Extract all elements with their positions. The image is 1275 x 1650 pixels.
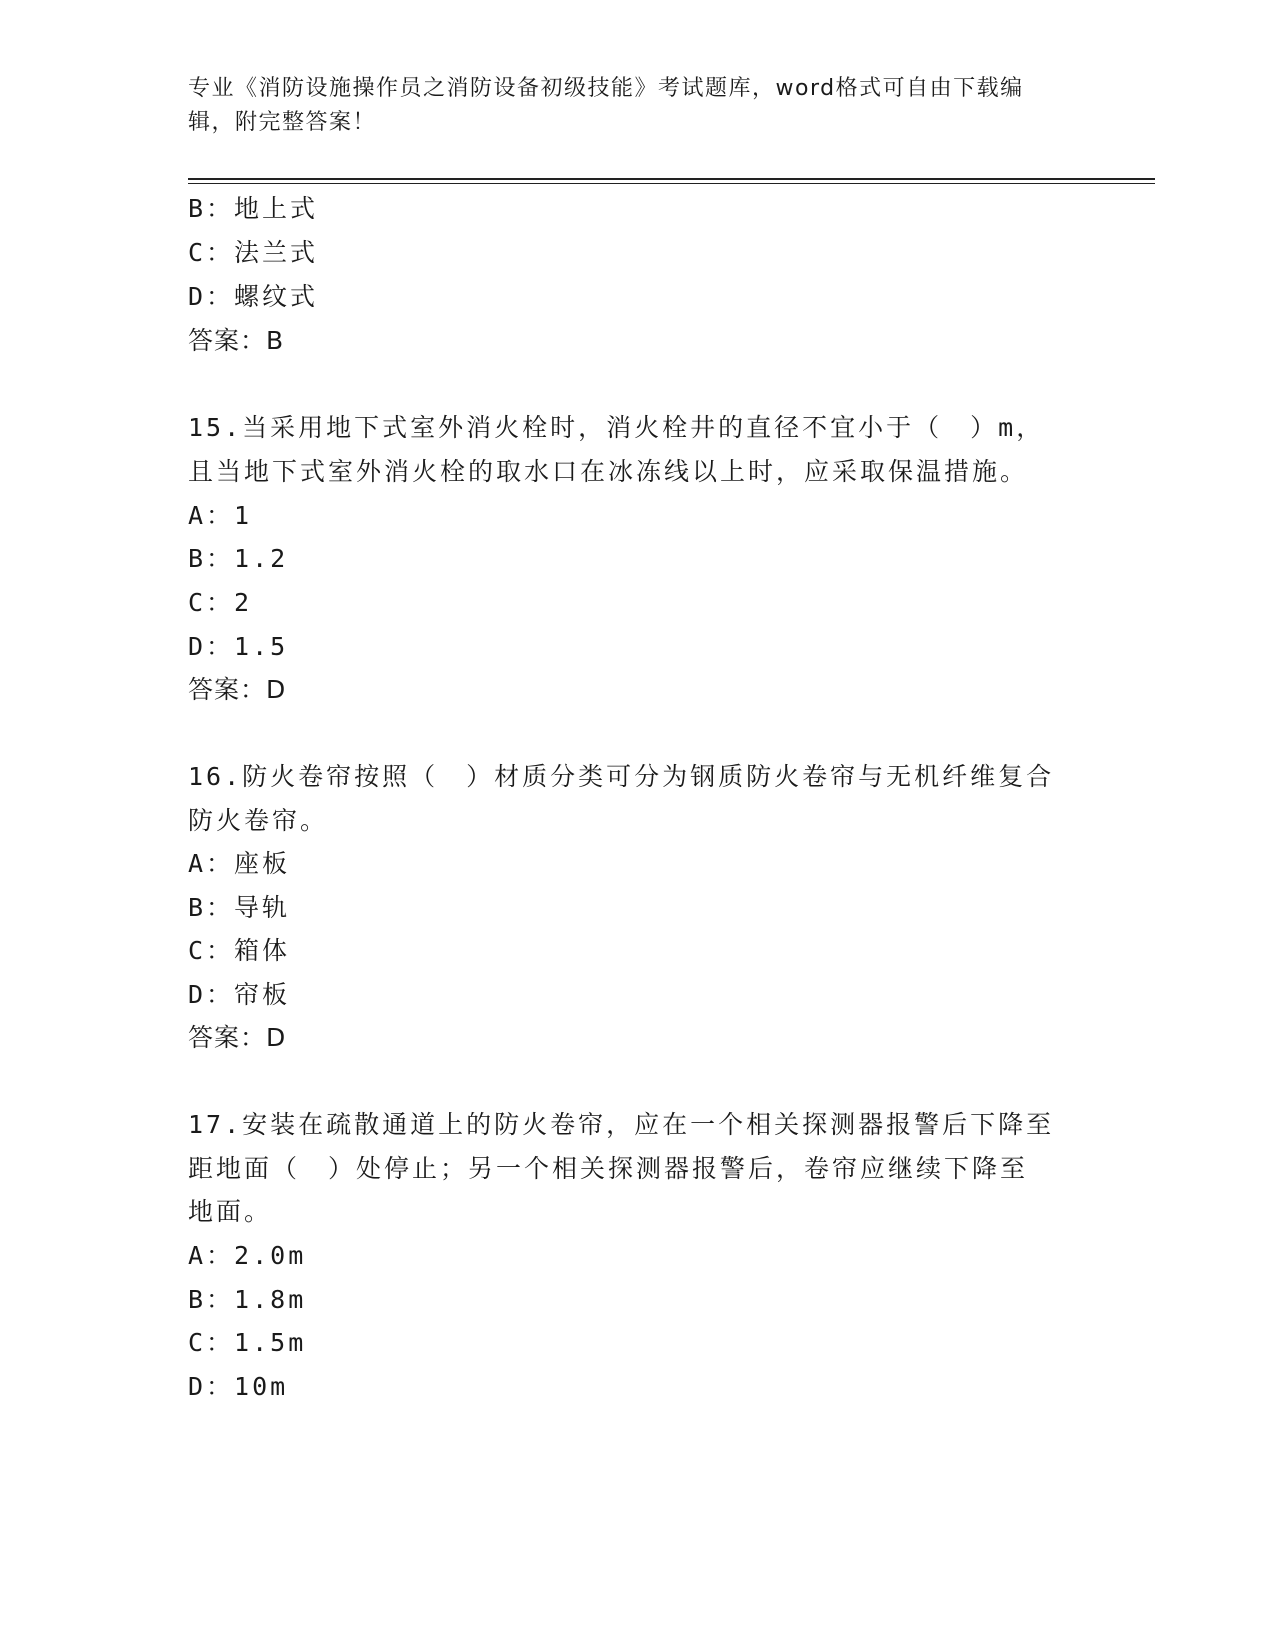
- question-stem: 且当地下式室外消火栓的取水口在冰冻线以上时，应采取保温措施。: [188, 457, 1029, 486]
- option-a: A：座板: [188, 849, 291, 878]
- header-divider: [188, 178, 1155, 180]
- header-line-1: 专业《消防设施操作员之消防设备初级技能》考试题库，word格式可自由下载编: [188, 76, 1024, 101]
- option-d: D：1.5: [188, 632, 289, 661]
- question-stem: 防火卷帘。: [188, 806, 329, 835]
- answer: 答案：B: [188, 326, 285, 355]
- question-stem: 15.当采用地下式室外消火栓时，消火栓井的直径不宜小于（ ）m，: [188, 413, 1045, 442]
- question-stem: 16.防火卷帘按照（ ）材质分类可分为钢质防火卷帘与无机纤维复合: [188, 762, 1055, 791]
- option-a: A：2.0m: [188, 1241, 307, 1270]
- option-b: B：1.8m: [188, 1285, 307, 1314]
- option-d: D：帘板: [188, 980, 291, 1009]
- header-divider-thin: [188, 183, 1155, 184]
- answer: 答案：D: [188, 675, 287, 704]
- option-c: C：1.5m: [188, 1328, 307, 1357]
- question-stem: 17.安装在疏散通道上的防火卷帘，应在一个相关探测器报警后下降至: [188, 1110, 1055, 1139]
- question-stem: 距地面（ ）处停止；另一个相关探测器报警后，卷帘应继续下降至: [188, 1154, 1029, 1183]
- header-line-2: 辑，附完整答案！: [188, 110, 377, 135]
- option-a: A：1: [188, 501, 253, 530]
- option-d: D：10m: [188, 1372, 289, 1401]
- option-c: C：2: [188, 588, 253, 617]
- question-stem: 地面。: [188, 1197, 273, 1226]
- document-header: [188, 72, 1068, 140]
- option-b: B：地上式: [188, 194, 319, 223]
- answer: 答案：D: [188, 1023, 287, 1052]
- option-b: B：导轨: [188, 893, 291, 922]
- option-b: B：1.2: [188, 544, 289, 573]
- option-c: C：法兰式: [188, 238, 319, 267]
- option-d: D：螺纹式: [188, 282, 319, 311]
- option-c: C：箱体: [188, 936, 291, 965]
